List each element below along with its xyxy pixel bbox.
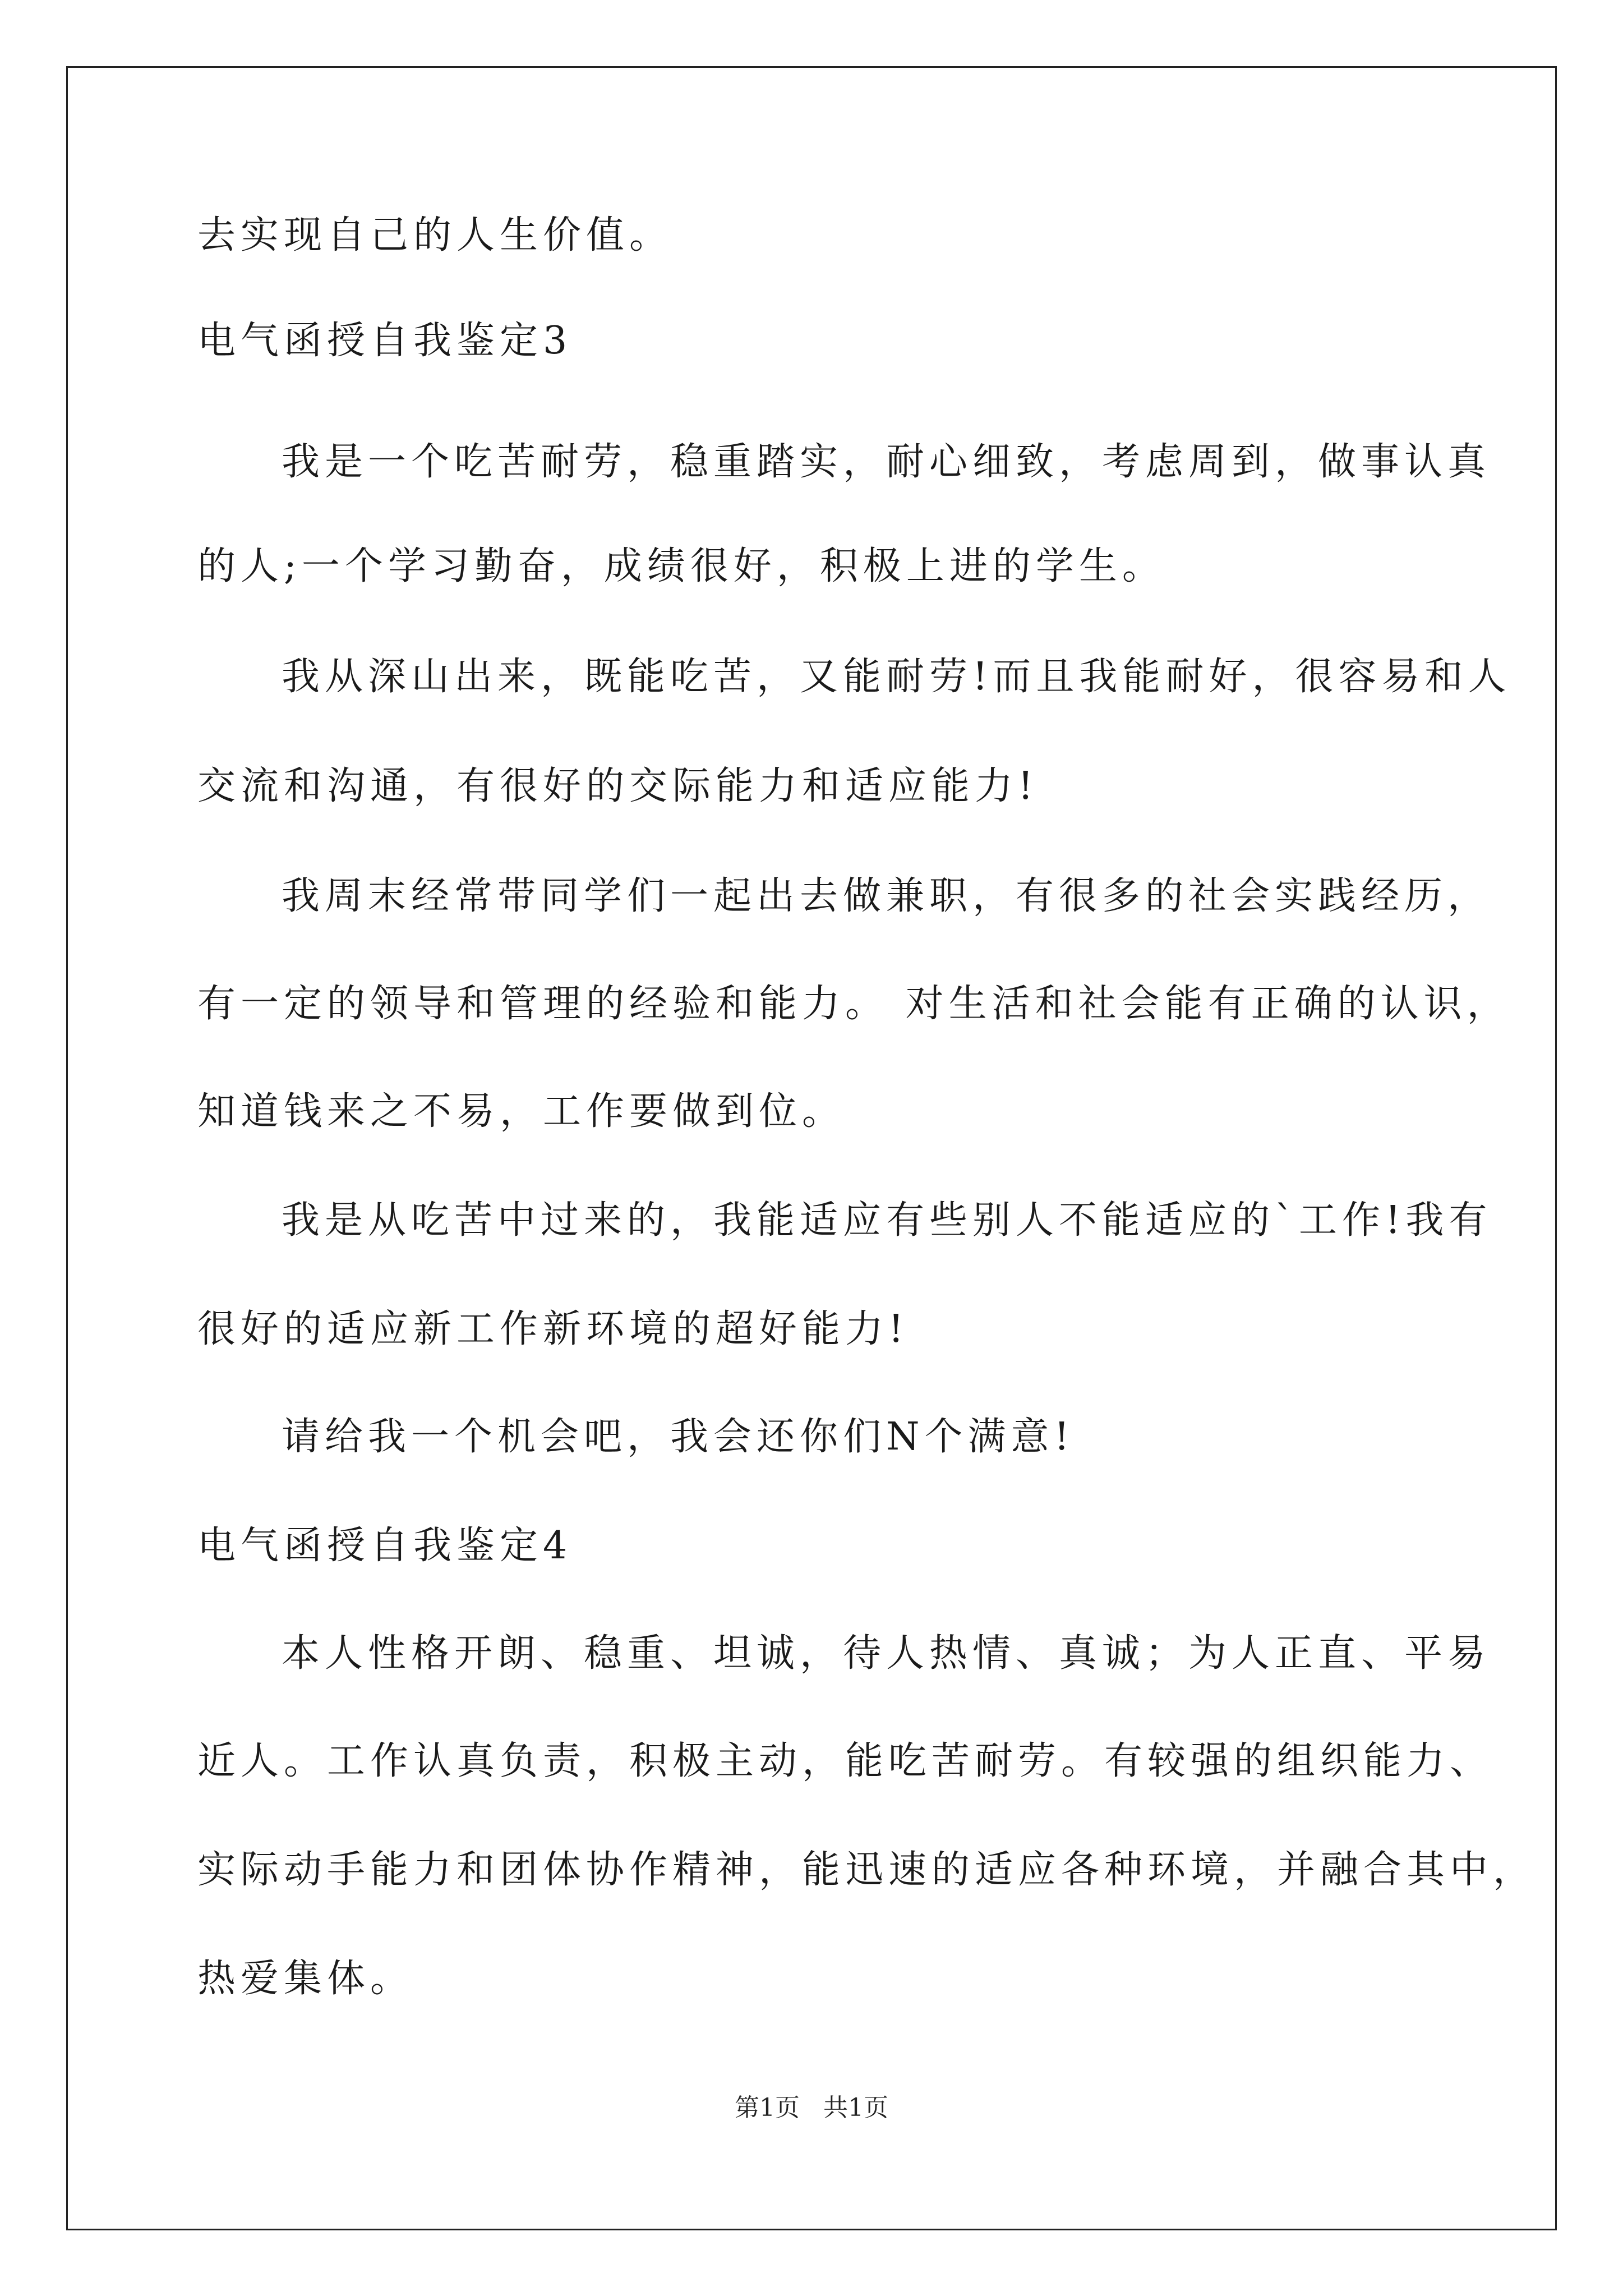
paragraph-line: 很好的适应新工作新环境的超好能力! (197, 1307, 909, 1351)
paragraph-line: 本人性格开朗、稳重、坦诚，待人热情、真诚；为人正直、平易 (282, 1631, 1491, 1676)
paragraph-line: 我从深山出来，既能吃苦，又能耐劳!而且我能耐好，很容易和人 (282, 655, 1511, 699)
section-heading-4: 电气函授自我鉴定4 (197, 1524, 573, 1568)
page-border (66, 66, 1557, 2230)
paragraph-line: 我周末经常带同学们一起出去做兼职，有很多的社会实践经历， (282, 874, 1491, 918)
paragraph-line: 我是一个吃苦耐劳，稳重踏实，耐心细致，考虑周到，做事认真 (282, 440, 1491, 484)
paragraph-line: 我是从吃苦中过来的，我能适应有些别人不能适应的`工作!我有 (282, 1198, 1492, 1243)
paragraph-line: 的人;一个学习勤奋，成绩很好，积极上进的学生。 (197, 544, 1165, 588)
paragraph-line: 热爱集体。 (197, 1957, 414, 2001)
paragraph-line: 实际动手能力和团体协作精神，能迅速的适应各种环境，并融合其中， (197, 1848, 1537, 1892)
paragraph-line: 有一定的领导和管理的经验和能力。 对生活和社会能有正确的认识， (197, 982, 1510, 1026)
paragraph-line: 去实现自己的人生价值。 (197, 213, 673, 257)
page-footer: 第1页 共1页 (735, 2093, 888, 2122)
paragraph-line: 请给我一个机会吧，我会还你们N个满意! (282, 1415, 1075, 1459)
section-heading-3: 电气函授自我鉴定3 (197, 319, 573, 363)
paragraph-line: 知道钱来之不易，工作要做到位。 (197, 1089, 846, 1134)
paragraph-line: 交流和沟通，有很好的交际能力和适应能力! (197, 764, 1039, 808)
paragraph-line: 近人。工作认真负责，积极主动，能吃苦耐劳。有较强的组织能力、 (197, 1739, 1493, 1783)
